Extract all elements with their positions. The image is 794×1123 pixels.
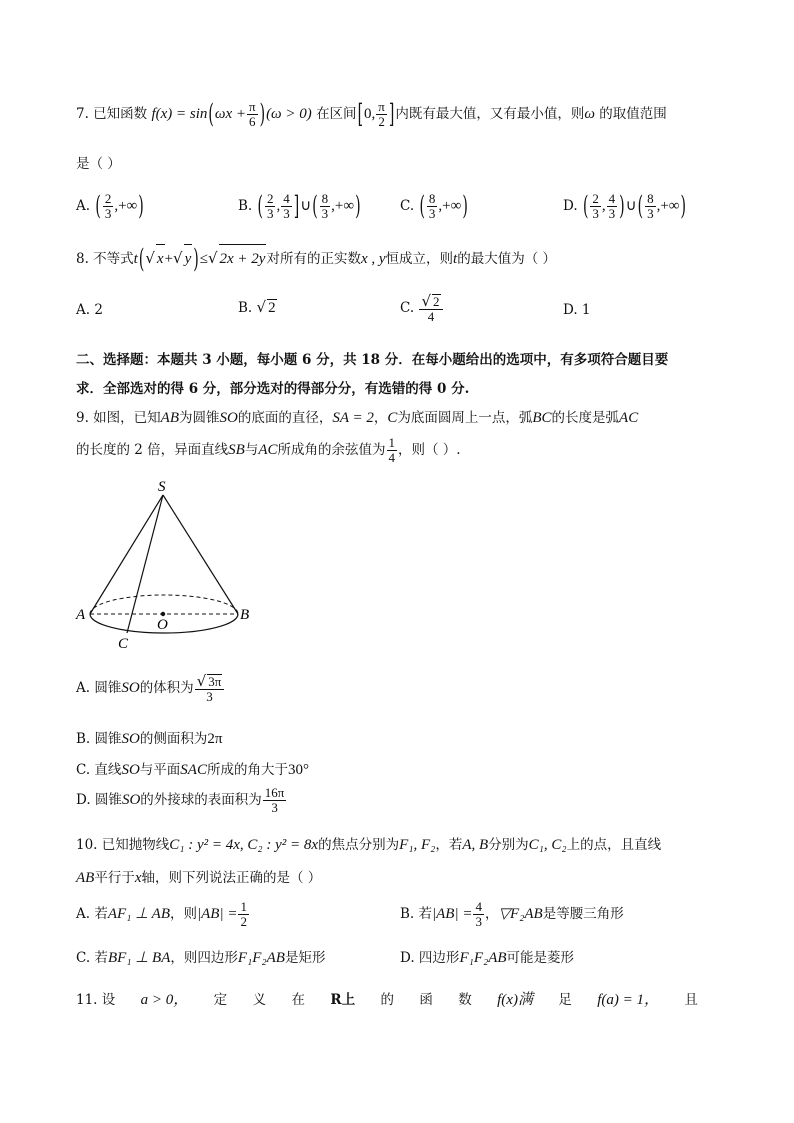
q7-suffix: 内既有最大值，又有最小值，则 [395, 106, 585, 122]
q11-line1: 11. 设 a > 0， 定 义 在 R上 的 函 数 f(x)满 足 f(a) = 1， 且 [76, 992, 698, 1008]
q7-option-d[interactable]: D. ( $\frac{2}{3}$ , $\frac{4}{3}$ )∪( $\frac{8}{3}$ ,+∞) [563, 190, 686, 222]
q9-line1: 9. 如图，已知AB为圆锥SO的底面的直径，SA = 2，C为底面圆周上一点，弧BC的长度是弧AC [76, 410, 639, 426]
q7-line2: 是（ ） [76, 156, 121, 172]
edge-SB [163, 495, 238, 614]
label-S: S [158, 479, 166, 495]
label-B: B [240, 607, 250, 623]
q10-option-c[interactable]: C. 若BF₁ ⊥ BA，则四边形F₁F₂AB是矩形 [76, 950, 326, 966]
q8-option-d[interactable]: D. 1 [563, 302, 591, 318]
q7-line1: 7. 已知函数 f(x) = sin(ωx + $\frac{\pi}{6}$ )(ω > 0) 在区间[0, $\frac{\pi}{2}$ ]内既有最大值，又有最小值，则ω 的取值范围 [76, 96, 667, 133]
q10-line2: AB平行于x轴，则下列说法正确的是（ ） [76, 870, 322, 886]
label-A: A [76, 607, 86, 623]
q7-cond: (ω > 0) [266, 106, 312, 122]
cone-figure [70, 478, 260, 656]
q7-option-a[interactable]: A. ( $\frac{2}{3}$ ,+∞) [76, 190, 144, 222]
q9-option-c[interactable]: C. 直线SO与平面SAC所成的角大于30° [76, 762, 309, 778]
q10-line1: 10. 已知抛物线C₁ : y² = 4x, C₂ : y² = 8x的焦点分别为F₁, F₂，若A, B分别为C₁, C₂上的点，且直线 [76, 837, 662, 853]
q7-option-b[interactable]: B. ( $\frac{2}{3}$ , $\frac{4}{3}$ ]∪( $\frac{8}{3}$ ,+∞) [238, 190, 361, 222]
q7-prefix: 7. 已知函数 [76, 106, 148, 122]
section2-line1: 二、选择题：本题共 3 小题，每小题 6 分，共 18 分．在每小题给出的选项中，有多项符合题目要 [76, 352, 669, 368]
q8-option-b[interactable]: B. √ 2 [238, 298, 276, 316]
q10-option-a[interactable]: A. 若AF₁ ⊥ AB，则|AB| = $\frac{1}{2}$ [76, 898, 247, 929]
q7-fx: f(x) = sin [151, 106, 208, 122]
q10-option-b[interactable]: B. 若|AB| = $\frac{4}{3}$ ，▽F₂AB是等腰三角形 [400, 898, 624, 929]
q7-suffix2: 的取值范围 [599, 106, 667, 122]
q7-interval-fraction: $\frac{\pi}{2}$ [378, 98, 385, 129]
q8-line1: 8. 不等式t(√ x+√ y )≤√ 2x + 2y对所有的正实数x , y恒成立，则t的最大值为（ ） [76, 244, 556, 275]
label-C: C [118, 636, 129, 652]
q9-option-d[interactable]: D. 圆锥SO的外接球的表面积为 $\frac{16\pi}{3}$ [76, 784, 285, 815]
q9-option-b[interactable]: B. 圆锥SO的侧面积为2π [76, 731, 223, 747]
q7-interval-text: 在区间 [316, 106, 357, 122]
label-O: O [157, 617, 168, 633]
q7-omega: ω [584, 106, 595, 122]
q7-pi-fraction: $\frac{\pi}{6}$ [249, 98, 256, 129]
q7-option-c[interactable]: C. ( $\frac{8}{3}$ ,+∞) [400, 190, 468, 222]
section2-line2: 求．全部选对的得 6 分，部分选对的得部分分，有选错的得 0 分. [76, 381, 470, 397]
q8-option-c[interactable]: C. $\frac{√ 2}{4}$ [400, 290, 444, 326]
q7-arg: ωx + [214, 106, 247, 122]
q7-interval-start: 0, [364, 106, 376, 122]
q8-option-a[interactable]: A. 2 [76, 302, 103, 318]
q10-option-d[interactable]: D. 四边形F₁F₂AB可能是菱形 [400, 950, 575, 966]
paren-open: ( [208, 99, 214, 130]
q9-option-a[interactable]: A. 圆锥SO的体积为 $\frac{√ 3\pi}{3}$ [76, 670, 225, 706]
base-back-arc [90, 595, 238, 614]
edge-SC [127, 495, 163, 633]
q9-line2: 的长度的 2 倍，异面直线SB与AC所成角的余弦值为 $\frac{1}{4}$ ，则（ ）. [76, 434, 461, 465]
center-O [161, 612, 165, 616]
edge-SA [90, 495, 163, 614]
